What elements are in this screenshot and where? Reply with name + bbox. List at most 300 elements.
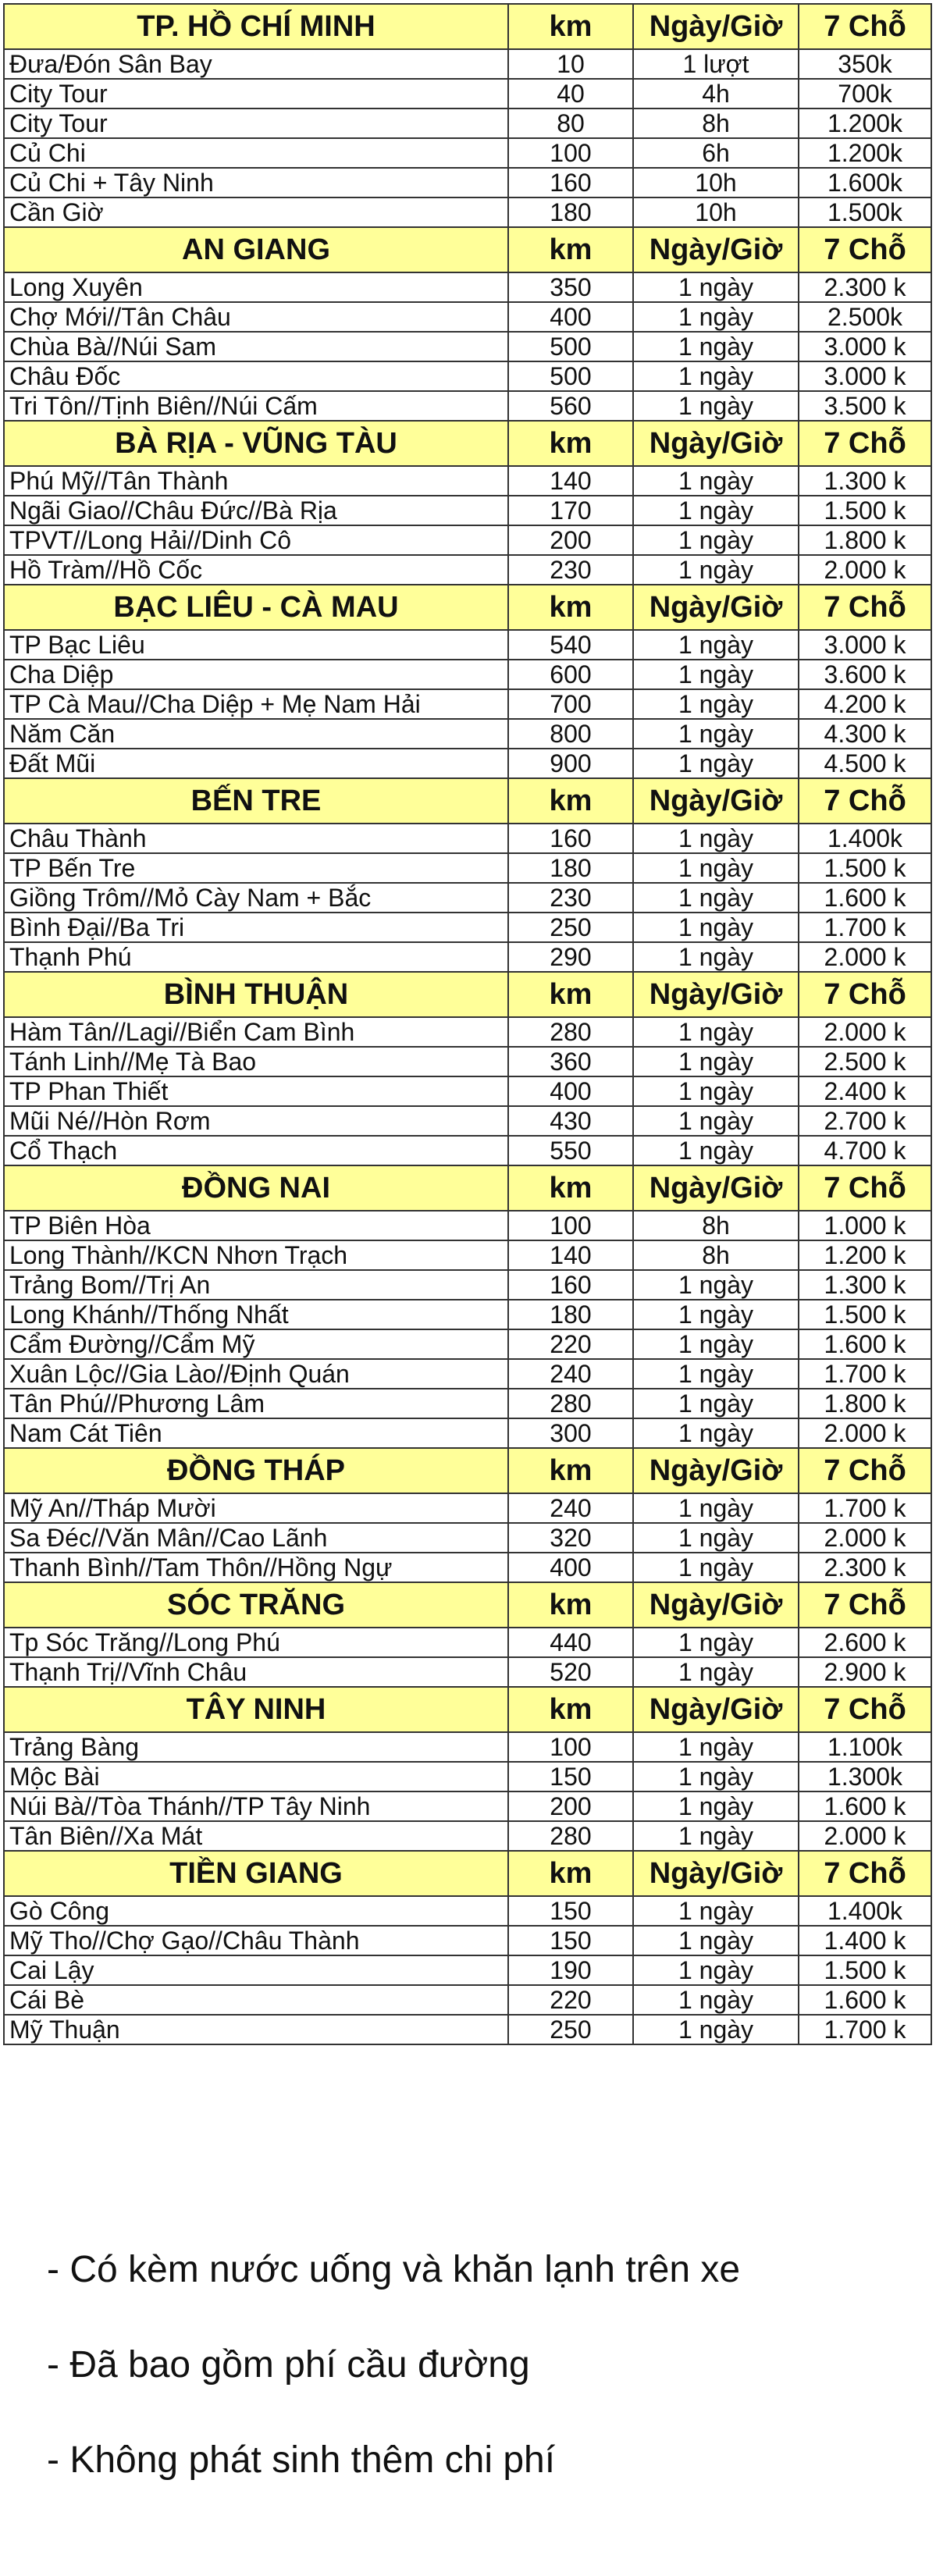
route-duration: 1 ngày <box>633 1762 799 1791</box>
route-row <box>4 1270 931 1300</box>
route-duration: 1 ngày <box>633 1047 799 1076</box>
column-header-km: km <box>508 585 633 630</box>
route-destination: Chợ Mới//Tân Châu <box>4 302 508 332</box>
route-duration: 1 ngày <box>633 1270 799 1300</box>
route-destination: Long Xuyên <box>4 272 508 302</box>
region-name: BẾN TRE <box>4 778 508 824</box>
route-duration: 1 ngày <box>633 1017 799 1047</box>
column-header-duration: Ngày/Giờ <box>633 972 799 1017</box>
route-distance: 280 <box>508 1017 633 1047</box>
route-distance: 140 <box>508 466 633 496</box>
route-distance: 220 <box>508 1329 633 1359</box>
route-price: 1.300 k <box>799 466 931 496</box>
route-distance: 230 <box>508 555 633 585</box>
route-distance: 280 <box>508 1821 633 1851</box>
route-price: 700k <box>799 79 931 109</box>
route-distance: 230 <box>508 883 633 913</box>
route-price: 1.600 k <box>799 1329 931 1359</box>
region-header-row <box>4 227 931 272</box>
route-distance: 190 <box>508 1955 633 1985</box>
route-destination: Long Thành//KCN Nhơn Trạch <box>4 1240 508 1270</box>
route-destination: Nam Cát Tiên <box>4 1418 508 1448</box>
route-destination: Thanh Bình//Tam Thôn//Hồng Ngự <box>4 1553 508 1582</box>
route-row <box>4 1762 931 1791</box>
route-destination: Châu Đốc <box>4 361 508 391</box>
route-row <box>4 1359 931 1389</box>
route-destination: Tánh Linh//Mẹ Tà Bao <box>4 1047 508 1076</box>
route-row <box>4 302 931 332</box>
route-duration: 1 ngày <box>633 555 799 585</box>
route-price: 3.600 k <box>799 660 931 689</box>
route-row <box>4 1329 931 1359</box>
route-duration: 1 ngày <box>633 1791 799 1821</box>
route-destination: Củ Chi + Tây Ninh <box>4 168 508 197</box>
route-duration: 1 ngày <box>633 1821 799 1851</box>
column-header-km: km <box>508 1448 633 1493</box>
column-header-km: km <box>508 421 633 466</box>
price-table-body <box>4 4 931 2044</box>
route-price: 4.700 k <box>799 1136 931 1165</box>
route-distance: 100 <box>508 1732 633 1762</box>
route-price: 4.200 k <box>799 689 931 719</box>
column-header-km: km <box>508 1687 633 1732</box>
route-price: 1.300k <box>799 1762 931 1791</box>
column-header-km: km <box>508 1851 633 1896</box>
route-distance: 100 <box>508 138 633 168</box>
route-duration: 1 ngày <box>633 1389 799 1418</box>
region-header-row <box>4 1687 931 1732</box>
route-row <box>4 1418 931 1448</box>
route-destination: Hàm Tân//Lagi//Biển Cam Bình <box>4 1017 508 1047</box>
route-destination: Củ Chi <box>4 138 508 168</box>
route-destination: City Tour <box>4 109 508 138</box>
route-price: 1.700 k <box>799 913 931 942</box>
column-header-duration: Ngày/Giờ <box>633 1448 799 1493</box>
route-duration: 6h <box>633 138 799 168</box>
column-header-price: 7 Chỗ <box>799 227 931 272</box>
route-row <box>4 853 931 883</box>
region-name: BẠC LIÊU - CÀ MAU <box>4 585 508 630</box>
route-price: 3.000 k <box>799 361 931 391</box>
route-distance: 170 <box>508 496 633 525</box>
route-distance: 140 <box>508 1240 633 1270</box>
route-row <box>4 1553 931 1582</box>
route-distance: 200 <box>508 525 633 555</box>
route-duration: 1 ngày <box>633 1136 799 1165</box>
route-row <box>4 525 931 555</box>
route-price: 2.000 k <box>799 1418 931 1448</box>
route-price: 2.000 k <box>799 1821 931 1851</box>
route-row <box>4 1300 931 1329</box>
route-row <box>4 1791 931 1821</box>
route-destination: TP Bạc Liêu <box>4 630 508 660</box>
route-distance: 400 <box>508 1076 633 1106</box>
route-destination: Sa Đéc//Văn Mân//Cao Lãnh <box>4 1523 508 1553</box>
route-row <box>4 1211 931 1240</box>
route-distance: 220 <box>508 1985 633 2015</box>
route-distance: 160 <box>508 824 633 853</box>
route-duration: 1 ngày <box>633 302 799 332</box>
route-distance: 320 <box>508 1523 633 1553</box>
route-destination: TP Cà Mau//Cha Diệp + Mẹ Nam Hải <box>4 689 508 719</box>
route-destination: Cái Bè <box>4 1985 508 2015</box>
column-header-duration: Ngày/Giờ <box>633 1165 799 1211</box>
route-destination: Núi Bà//Tòa Thánh//TP Tây Ninh <box>4 1791 508 1821</box>
route-row <box>4 197 931 227</box>
route-price: 350k <box>799 49 931 79</box>
route-row <box>4 1985 931 2015</box>
route-distance: 900 <box>508 749 633 778</box>
route-price: 1.500 k <box>799 1955 931 1985</box>
route-price: 2.700 k <box>799 1106 931 1136</box>
route-duration: 1 ngày <box>633 1732 799 1762</box>
route-duration: 1 ngày <box>633 2015 799 2044</box>
route-destination: Cai Lậy <box>4 1955 508 1985</box>
route-duration: 8h <box>633 109 799 138</box>
route-distance: 360 <box>508 1047 633 1076</box>
region-header-row <box>4 1851 931 1896</box>
route-price: 1.500 k <box>799 496 931 525</box>
route-destination: Gò Công <box>4 1896 508 1926</box>
route-destination: Bình Đại//Ba Tri <box>4 913 508 942</box>
route-distance: 280 <box>508 1389 633 1418</box>
route-distance: 550 <box>508 1136 633 1165</box>
route-row <box>4 1628 931 1657</box>
column-header-price: 7 Chỗ <box>799 1851 931 1896</box>
column-header-price: 7 Chỗ <box>799 585 931 630</box>
region-header-row <box>4 778 931 824</box>
route-row <box>4 749 931 778</box>
route-distance: 400 <box>508 302 633 332</box>
region-header-row <box>4 972 931 1017</box>
column-header-price: 7 Chỗ <box>799 972 931 1017</box>
route-duration: 1 ngày <box>633 630 799 660</box>
route-distance: 240 <box>508 1359 633 1389</box>
route-price: 2.500k <box>799 302 931 332</box>
route-distance: 600 <box>508 660 633 689</box>
route-price: 2.900 k <box>799 1657 931 1687</box>
route-row <box>4 49 931 79</box>
route-distance: 520 <box>508 1657 633 1687</box>
route-duration: 1 ngày <box>633 1106 799 1136</box>
route-row <box>4 1732 931 1762</box>
route-duration: 1 ngày <box>633 1955 799 1985</box>
route-price: 1.200 k <box>799 1240 931 1270</box>
column-header-duration: Ngày/Giờ <box>633 227 799 272</box>
route-row <box>4 630 931 660</box>
route-row <box>4 1821 931 1851</box>
route-distance: 540 <box>508 630 633 660</box>
route-price: 2.000 k <box>799 1017 931 1047</box>
route-price: 2.000 k <box>799 942 931 972</box>
route-duration: 1 ngày <box>633 1076 799 1106</box>
route-destination: Chùa Bà//Núi Sam <box>4 332 508 361</box>
route-price: 2.500 k <box>799 1047 931 1076</box>
route-destination: Mộc Bài <box>4 1762 508 1791</box>
route-row <box>4 466 931 496</box>
route-price: 1.700 k <box>799 1359 931 1389</box>
region-name: ĐỒNG NAI <box>4 1165 508 1211</box>
route-price: 1.200k <box>799 109 931 138</box>
route-row <box>4 1955 931 1985</box>
region-name: SÓC TRĂNG <box>4 1582 508 1628</box>
route-duration: 1 ngày <box>633 466 799 496</box>
region-name: TP. HỒ CHÍ MINH <box>4 4 508 49</box>
route-distance: 150 <box>508 1762 633 1791</box>
route-duration: 1 ngày <box>633 361 799 391</box>
route-destination: Tân Biên//Xa Mát <box>4 1821 508 1851</box>
route-duration: 8h <box>633 1240 799 1270</box>
route-destination: Ngãi Giao//Châu Đức//Bà Rịa <box>4 496 508 525</box>
route-price: 1.700 k <box>799 1493 931 1523</box>
column-header-price: 7 Chỗ <box>799 1448 931 1493</box>
route-duration: 1 ngày <box>633 1300 799 1329</box>
route-destination: Đưa/Đón Sân Bay <box>4 49 508 79</box>
route-distance: 500 <box>508 332 633 361</box>
route-destination: TP Biên Hòa <box>4 1211 508 1240</box>
route-duration: 1 ngày <box>633 1329 799 1359</box>
route-duration: 1 ngày <box>633 1523 799 1553</box>
route-price: 1.200k <box>799 138 931 168</box>
route-distance: 800 <box>508 719 633 749</box>
column-header-price: 7 Chỗ <box>799 1687 931 1732</box>
route-price: 1.600k <box>799 168 931 197</box>
route-price: 4.500 k <box>799 749 931 778</box>
route-row <box>4 660 931 689</box>
route-price: 1.600 k <box>799 1985 931 2015</box>
route-row <box>4 391 931 421</box>
route-duration: 1 ngày <box>633 883 799 913</box>
route-row <box>4 942 931 972</box>
route-row <box>4 332 931 361</box>
notes-list <box>47 2248 921 2534</box>
route-destination: Cẩm Đường//Cẩm Mỹ <box>4 1329 508 1359</box>
route-row <box>4 1493 931 1523</box>
route-duration: 4h <box>633 79 799 109</box>
column-header-duration: Ngày/Giờ <box>633 1687 799 1732</box>
column-header-price: 7 Chỗ <box>799 421 931 466</box>
route-duration: 1 ngày <box>633 1628 799 1657</box>
column-header-duration: Ngày/Giờ <box>633 4 799 49</box>
column-header-duration: Ngày/Giờ <box>633 421 799 466</box>
column-header-km: km <box>508 1165 633 1211</box>
route-distance: 700 <box>508 689 633 719</box>
region-header-row <box>4 1448 931 1493</box>
route-price: 2.300 k <box>799 1553 931 1582</box>
region-name: AN GIANG <box>4 227 508 272</box>
route-duration: 1 ngày <box>633 1418 799 1448</box>
note-item: - Đã bao gồm phí cầu đường <box>47 2344 530 2386</box>
route-destination: Long Khánh//Thống Nhất <box>4 1300 508 1329</box>
route-distance: 40 <box>508 79 633 109</box>
route-price: 4.300 k <box>799 719 931 749</box>
route-distance: 560 <box>508 391 633 421</box>
route-destination: Thạnh Phú <box>4 942 508 972</box>
route-price: 2.000 k <box>799 555 931 585</box>
column-header-km: km <box>508 778 633 824</box>
route-duration: 1 ngày <box>633 719 799 749</box>
route-row <box>4 361 931 391</box>
route-distance: 500 <box>508 361 633 391</box>
route-distance: 80 <box>508 109 633 138</box>
route-distance: 430 <box>508 1106 633 1136</box>
route-duration: 1 ngày <box>633 689 799 719</box>
column-header-price: 7 Chỗ <box>799 1165 931 1211</box>
route-price: 1.400k <box>799 824 931 853</box>
route-duration: 1 ngày <box>633 1926 799 1955</box>
route-duration: 1 ngày <box>633 272 799 302</box>
route-destination: Thạnh Trị//Vĩnh Châu <box>4 1657 508 1687</box>
route-destination: Năm Căn <box>4 719 508 749</box>
route-duration: 1 ngày <box>633 1359 799 1389</box>
route-distance: 400 <box>508 1553 633 1582</box>
region-header-row <box>4 585 931 630</box>
route-price: 2.400 k <box>799 1076 931 1106</box>
route-destination: TPVT//Long Hải//Dinh Cô <box>4 525 508 555</box>
route-distance: 240 <box>508 1493 633 1523</box>
route-row <box>4 1240 931 1270</box>
route-duration: 1 ngày <box>633 660 799 689</box>
region-header-row <box>4 1582 931 1628</box>
route-price: 1.100k <box>799 1732 931 1762</box>
note-item: - Không phát sinh thêm chi phí <box>47 2439 556 2481</box>
column-header-price: 7 Chỗ <box>799 4 931 49</box>
route-duration: 1 ngày <box>633 525 799 555</box>
region-header-row <box>4 4 931 49</box>
route-destination: TP Bến Tre <box>4 853 508 883</box>
route-destination: Cha Diệp <box>4 660 508 689</box>
route-destination: TP Phan Thiết <box>4 1076 508 1106</box>
route-price: 3.000 k <box>799 630 931 660</box>
route-distance: 250 <box>508 2015 633 2044</box>
region-name: TIỀN GIANG <box>4 1851 508 1896</box>
route-price: 1.800 k <box>799 525 931 555</box>
route-distance: 160 <box>508 1270 633 1300</box>
note-item: - Có kèm nước uống và khăn lạnh trên xe <box>47 2249 741 2290</box>
route-price: 1.500 k <box>799 1300 931 1329</box>
region-name: BÌNH THUẬN <box>4 972 508 1017</box>
route-destination: Đất Mũi <box>4 749 508 778</box>
column-header-km: km <box>508 4 633 49</box>
column-header-km: km <box>508 227 633 272</box>
route-distance: 440 <box>508 1628 633 1657</box>
route-distance: 180 <box>508 853 633 883</box>
route-row <box>4 883 931 913</box>
route-row <box>4 689 931 719</box>
route-duration: 8h <box>633 1211 799 1240</box>
route-duration: 1 ngày <box>633 1985 799 2015</box>
column-header-duration: Ngày/Giờ <box>633 1582 799 1628</box>
route-row <box>4 1047 931 1076</box>
route-distance: 160 <box>508 168 633 197</box>
column-header-km: km <box>508 1582 633 1628</box>
route-destination: Mũi Né//Hòn Rơm <box>4 1106 508 1136</box>
route-price: 1.800 k <box>799 1389 931 1418</box>
route-duration: 1 ngày <box>633 853 799 883</box>
route-duration: 1 ngày <box>633 1896 799 1926</box>
region-header-row <box>4 1165 931 1211</box>
route-duration: 1 ngày <box>633 1493 799 1523</box>
column-header-price: 7 Chỗ <box>799 778 931 824</box>
route-price: 1.600 k <box>799 1791 931 1821</box>
route-duration: 1 ngày <box>633 332 799 361</box>
route-distance: 180 <box>508 1300 633 1329</box>
route-destination: Trảng Bàng <box>4 1732 508 1762</box>
route-distance: 350 <box>508 272 633 302</box>
route-destination: Cần Giờ <box>4 197 508 227</box>
route-price: 1.700 k <box>799 2015 931 2044</box>
route-price: 2.000 k <box>799 1523 931 1553</box>
column-header-duration: Ngày/Giờ <box>633 585 799 630</box>
route-price: 1.400 k <box>799 1926 931 1955</box>
route-destination: Mỹ An//Tháp Mười <box>4 1493 508 1523</box>
route-duration: 1 ngày <box>633 913 799 942</box>
price-table <box>3 3 932 2045</box>
column-header-price: 7 Chỗ <box>799 1582 931 1628</box>
route-row <box>4 272 931 302</box>
route-price: 1.500 k <box>799 853 931 883</box>
route-destination: Giồng Trôm//Mỏ Cày Nam + Bắc <box>4 883 508 913</box>
route-price: 1.000 k <box>799 1211 931 1240</box>
route-price: 1.600 k <box>799 883 931 913</box>
column-header-duration: Ngày/Giờ <box>633 778 799 824</box>
route-distance: 290 <box>508 942 633 972</box>
route-row <box>4 1657 931 1687</box>
route-destination: Xuân Lộc//Gia Lào//Định Quán <box>4 1359 508 1389</box>
route-destination: Tp Sóc Trăng//Long Phú <box>4 1628 508 1657</box>
route-price: 3.500 k <box>799 391 931 421</box>
route-destination: Mỹ Tho//Chợ Gạo//Châu Thành <box>4 1926 508 1955</box>
route-price: 1.400k <box>799 1896 931 1926</box>
route-row <box>4 913 931 942</box>
region-name: BÀ RỊA - VŨNG TÀU <box>4 421 508 466</box>
route-duration: 10h <box>633 197 799 227</box>
route-duration: 1 ngày <box>633 391 799 421</box>
column-header-duration: Ngày/Giờ <box>633 1851 799 1896</box>
route-destination: City Tour <box>4 79 508 109</box>
region-name: ĐỒNG THÁP <box>4 1448 508 1493</box>
route-destination: Hồ Tràm//Hồ Cốc <box>4 555 508 585</box>
route-distance: 100 <box>508 1211 633 1240</box>
route-row <box>4 1106 931 1136</box>
route-distance: 150 <box>508 1926 633 1955</box>
route-duration: 1 ngày <box>633 942 799 972</box>
route-duration: 1 ngày <box>633 1657 799 1687</box>
route-price: 1.300 k <box>799 1270 931 1300</box>
route-row <box>4 2015 931 2044</box>
route-duration: 1 lượt <box>633 49 799 79</box>
route-destination: Cổ Thạch <box>4 1136 508 1165</box>
route-destination: Tri Tôn//Tịnh Biên//Núi Cấm <box>4 391 508 421</box>
route-row <box>4 555 931 585</box>
route-duration: 1 ngày <box>633 1553 799 1582</box>
column-header-km: km <box>508 972 633 1017</box>
route-destination: Phú Mỹ//Tân Thành <box>4 466 508 496</box>
route-destination: Mỹ Thuận <box>4 2015 508 2044</box>
region-name: TÂY NINH <box>4 1687 508 1732</box>
route-destination: Tân Phú//Phương Lâm <box>4 1389 508 1418</box>
route-row <box>4 1523 931 1553</box>
route-row <box>4 138 931 168</box>
region-header-row <box>4 421 931 466</box>
route-duration: 1 ngày <box>633 496 799 525</box>
route-distance: 180 <box>508 197 633 227</box>
route-distance: 10 <box>508 49 633 79</box>
route-row <box>4 1076 931 1106</box>
route-row <box>4 496 931 525</box>
route-row <box>4 1136 931 1165</box>
route-price: 2.300 k <box>799 272 931 302</box>
